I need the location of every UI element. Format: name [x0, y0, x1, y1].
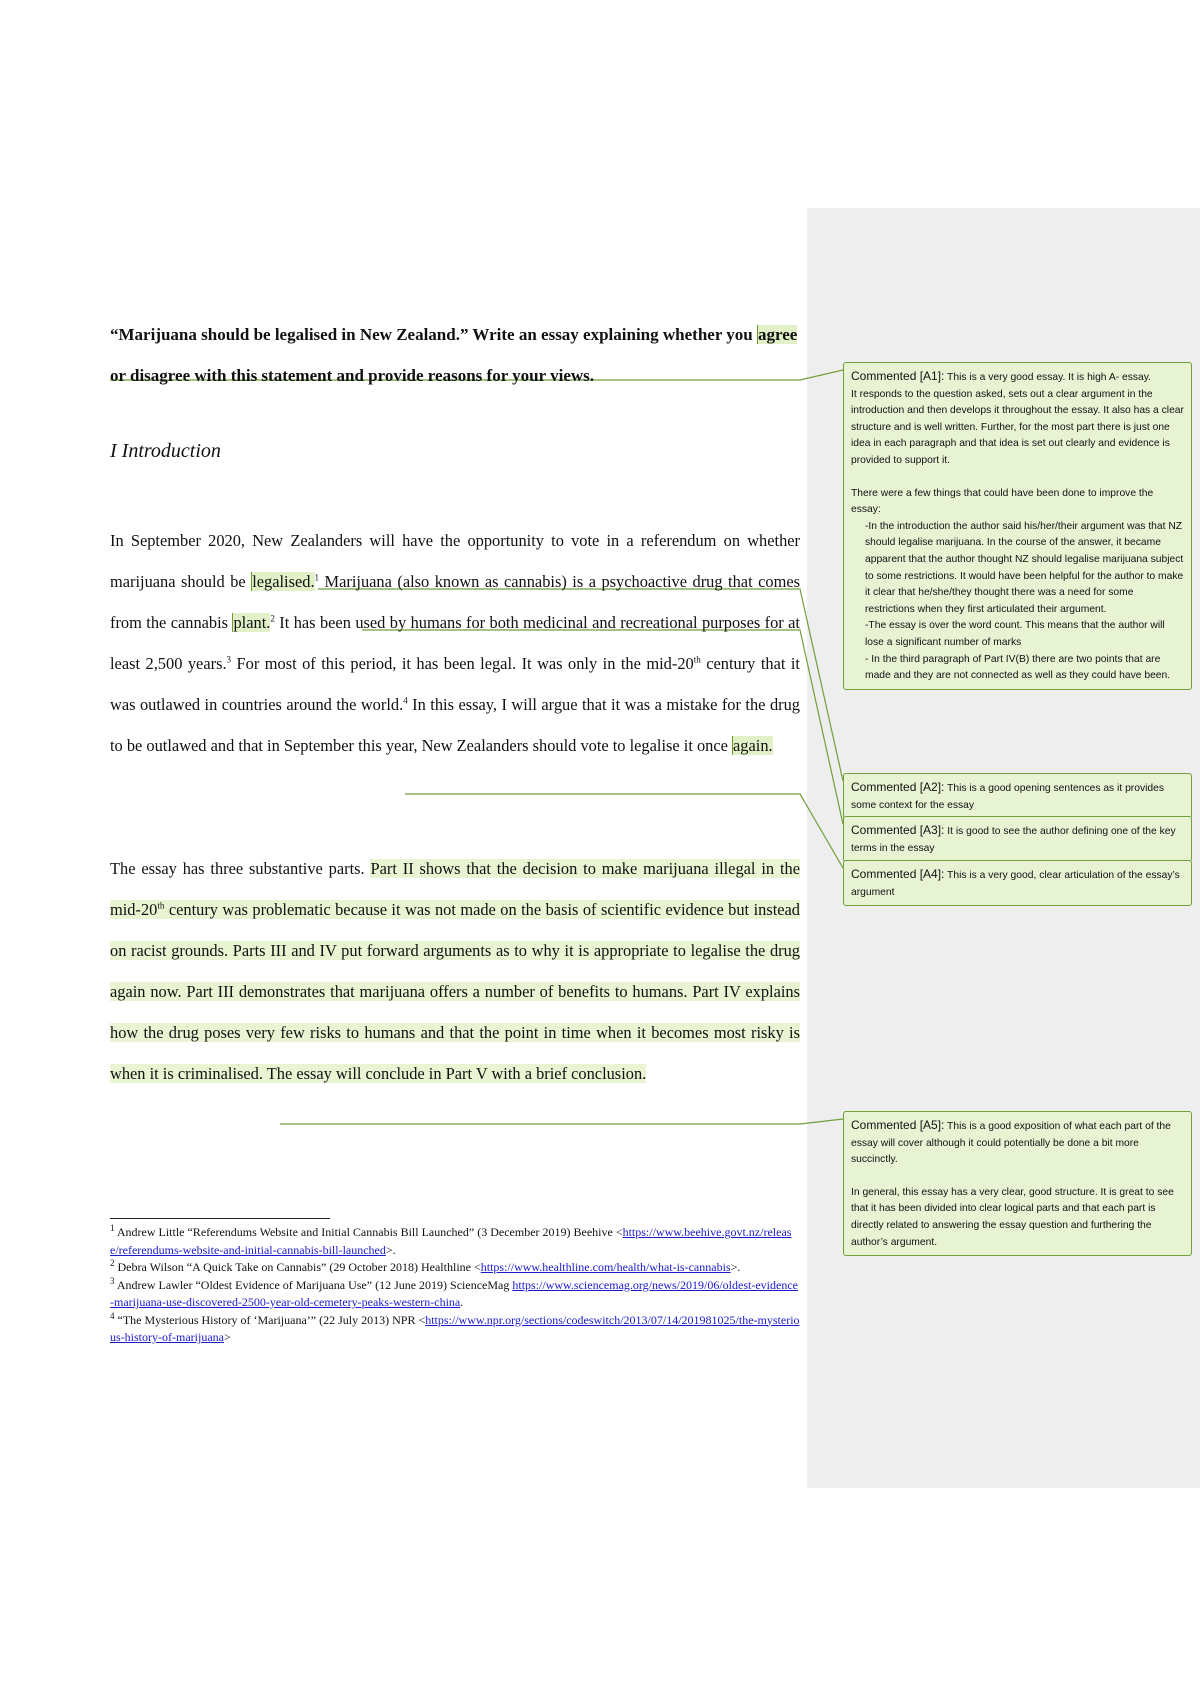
comment-text: It is good to see the author defining one of the key terms in the essay: [851, 826, 1176, 854]
comment-text: This is a very good, clear articulation of the essay’s argument: [851, 870, 1180, 898]
comment-label: Commented [A5]:: [851, 1118, 945, 1132]
comment-a5-body: [851, 1117, 1184, 1169]
comment-a1-paragraph: There were a few things that could have been done to improve the essay:: [851, 487, 1154, 516]
comment-a1-bullet: -The essay is over the word count. This means that the author will lose a significant number of marks: [865, 620, 1165, 648]
p2-lead: The essay has three substantive parts.: [110, 859, 371, 878]
comment-anchor-a1[interactable]: agree: [758, 325, 798, 344]
footnote-link[interactable]: https://www.healthline.com/health/what-is-cannabis: [480, 1260, 731, 1274]
comment-label: Commented [A1]:: [851, 369, 945, 383]
ordinal-suffix: th: [693, 654, 701, 665]
footnote-link[interactable]: https://www.beehive.govt.nz/release/referendums-website-and-initial-cannabis-bill-launched: [110, 1225, 792, 1257]
footnote-number: 4: [110, 1310, 115, 1321]
connector-a5: [280, 1119, 843, 1124]
comment-spacer: [851, 470, 1184, 486]
footnote-number: 2: [110, 1258, 115, 1268]
comment-a5-paragraph: In general, this essay has a very clear, good structure. It is great to see that it has been divided into clear logical parts and that each part is directly related to answering the essay question and furthering the author’s argument.: [851, 1186, 1174, 1248]
comment-label: Commented [A4]:: [851, 867, 945, 881]
p1-sentence-4: In this essay, I will argue that it was a mistake for the drug to be outlawed and that in September this year, New Zealanders should vote to legalise it once: [110, 695, 800, 755]
comment-a1-bullet: -In the introduction the author said his/her/their argument was that NZ should legalise marijuana. In the course of the answer, it became apparent that the author thought NZ should legalise marijuana subject to some restrictions. It would have been helpful for the author to make it clear that he/she/they thought there was a need for some restrictions when they first articulated their argument.: [865, 520, 1184, 615]
footnote-tail: .: [460, 1295, 464, 1309]
comment-a1-intro: [851, 368, 1184, 387]
footnote-4: [110, 1312, 800, 1347]
section-heading: I Introduction: [110, 440, 221, 462]
comment-anchor-a4[interactable]: again.: [733, 736, 773, 755]
footnote-ref-1[interactable]: 1: [314, 572, 320, 583]
footnote-ref-4[interactable]: 4: [403, 695, 408, 706]
ordinal-suffix: th: [157, 900, 165, 911]
p1-sentence-2: It has been used by humans for both medicinal and recreational purposes for at least 2,500 years.: [110, 613, 800, 673]
comment-a4-body: [851, 866, 1184, 901]
footnote-ref-2[interactable]: 2: [270, 613, 275, 624]
comment-a4[interactable]: [843, 860, 1192, 906]
footnote-ref-3[interactable]: 3: [226, 654, 232, 665]
essay-question: [110, 314, 800, 396]
p2-highlight-1: Part II shows that the decision to make marijuana illegal in the mid-20: [110, 859, 800, 919]
comment-spacer: [851, 1169, 1184, 1185]
footnote-3: [110, 1277, 800, 1312]
p1-sentence-3b: century that it was outlawed in countries around the world.: [110, 654, 800, 714]
footnote-number: 3: [110, 1275, 115, 1286]
comment-a3[interactable]: [843, 816, 1192, 862]
footnote-tail: >.: [730, 1260, 741, 1274]
footnote-text: Andrew Little “Referendums Website and Initial Cannabis Bill Launched” (3 December 2019) Beehive <: [114, 1225, 623, 1239]
introduction-paragraph-1: [110, 520, 800, 766]
comment-a1-paragraph: It responds to the question asked, sets out a clear argument in the introduction and then develops it throughout the essay. It also has a clear structure and is well written. Further, for the most part there is just one idea in each paragraph and that idea is set out clearly and evidence is provided to support it.: [851, 388, 1184, 466]
introduction-paragraph-2: [110, 848, 800, 1094]
essay-question-line1: “Marijuana should be legalised in New Zealand.” Write an essay explaining whether you: [110, 325, 753, 344]
comment-text: This is a very good essay. It is high A- essay.: [944, 372, 1151, 383]
comment-a2[interactable]: [843, 773, 1192, 819]
p1-sentence-3a: For most of this period, it has been legal. It was only in the mid-20: [231, 654, 694, 673]
comment-label: Commented [A2]:: [851, 780, 945, 794]
p2-highlight-2: century was problematic because it was not made on the basis of scientific evidence but instead on racist grounds. Parts III and IV put forward arguments as to why it is appropriate to legalise the drug again now. Part III demonstrates that marijuana offers a number of benefits to humans. Part IV explains how the drug poses very few risks to humans and that the point in time when it becomes most risky is when it is criminalised. The essay will conclude in Part V with a brief conclusion.: [110, 900, 800, 1083]
footnote-text: Andrew Lawler “Oldest Evidence of Marijuana Use” (12 June 2019) ScienceMag: [114, 1277, 513, 1292]
comment-a1[interactable]: [843, 362, 1192, 690]
footnotes: [110, 1224, 800, 1347]
comment-text: This is a good opening sentences as it provides some context for the essay: [851, 783, 1164, 811]
comment-anchor-a5[interactable]: [110, 859, 800, 1083]
footnote-link[interactable]: https://www.npr.org/sections/codeswitch/2013/07/14/201981025/the-mysterious-history-of-marijuana: [110, 1312, 800, 1344]
comment-a2-body: [851, 779, 1184, 814]
p1-sentence-1a: In September 2020, New Zealanders will have the opportunity to vote in a referendum on whether marijuana should be: [110, 531, 800, 591]
footnote-number: 1: [110, 1223, 115, 1233]
comment-anchor-a3[interactable]: plant.: [233, 613, 271, 632]
footnote-separator: [110, 1218, 330, 1219]
footnote-link[interactable]: https://www.sciencemag.org/news/2019/06/oldest-evidence-marijuana-use-discovered-2500-year-old-cemetery-peaks-western-china: [110, 1277, 798, 1309]
comment-text: This is a good exposition of what each part of the essay will cover although it could potentially be done a bit more succinctly.: [851, 1121, 1171, 1166]
footnote-1: [110, 1224, 800, 1259]
p1-sentence-1b: Marijuana (also known as cannabis) is a psychoactive drug that comes from the cannabis: [110, 572, 800, 632]
comment-a1-bullet: - In the third paragraph of Part IV(B) there are two points that are made and they are not connected as well as they could have been.: [865, 653, 1171, 682]
essay-question-line2: or disagree with this statement and provide reasons for your views.: [110, 366, 595, 385]
footnote-tail: >.: [385, 1242, 396, 1257]
comment-label: Commented [A3]:: [851, 823, 945, 837]
comment-a5[interactable]: [843, 1111, 1192, 1256]
comment-anchor-a2[interactable]: legalised.: [252, 572, 315, 591]
footnote-2: [110, 1259, 800, 1277]
comment-a3-body: [851, 822, 1184, 857]
footnote-tail: >: [223, 1330, 231, 1344]
footnote-text: “The Mysterious History of ‘Marijuana’” (22 July 2013) NPR <: [114, 1312, 426, 1327]
footnote-text: Debra Wilson “A Quick Take on Cannabis” (29 October 2018) Healthline <: [114, 1260, 481, 1274]
